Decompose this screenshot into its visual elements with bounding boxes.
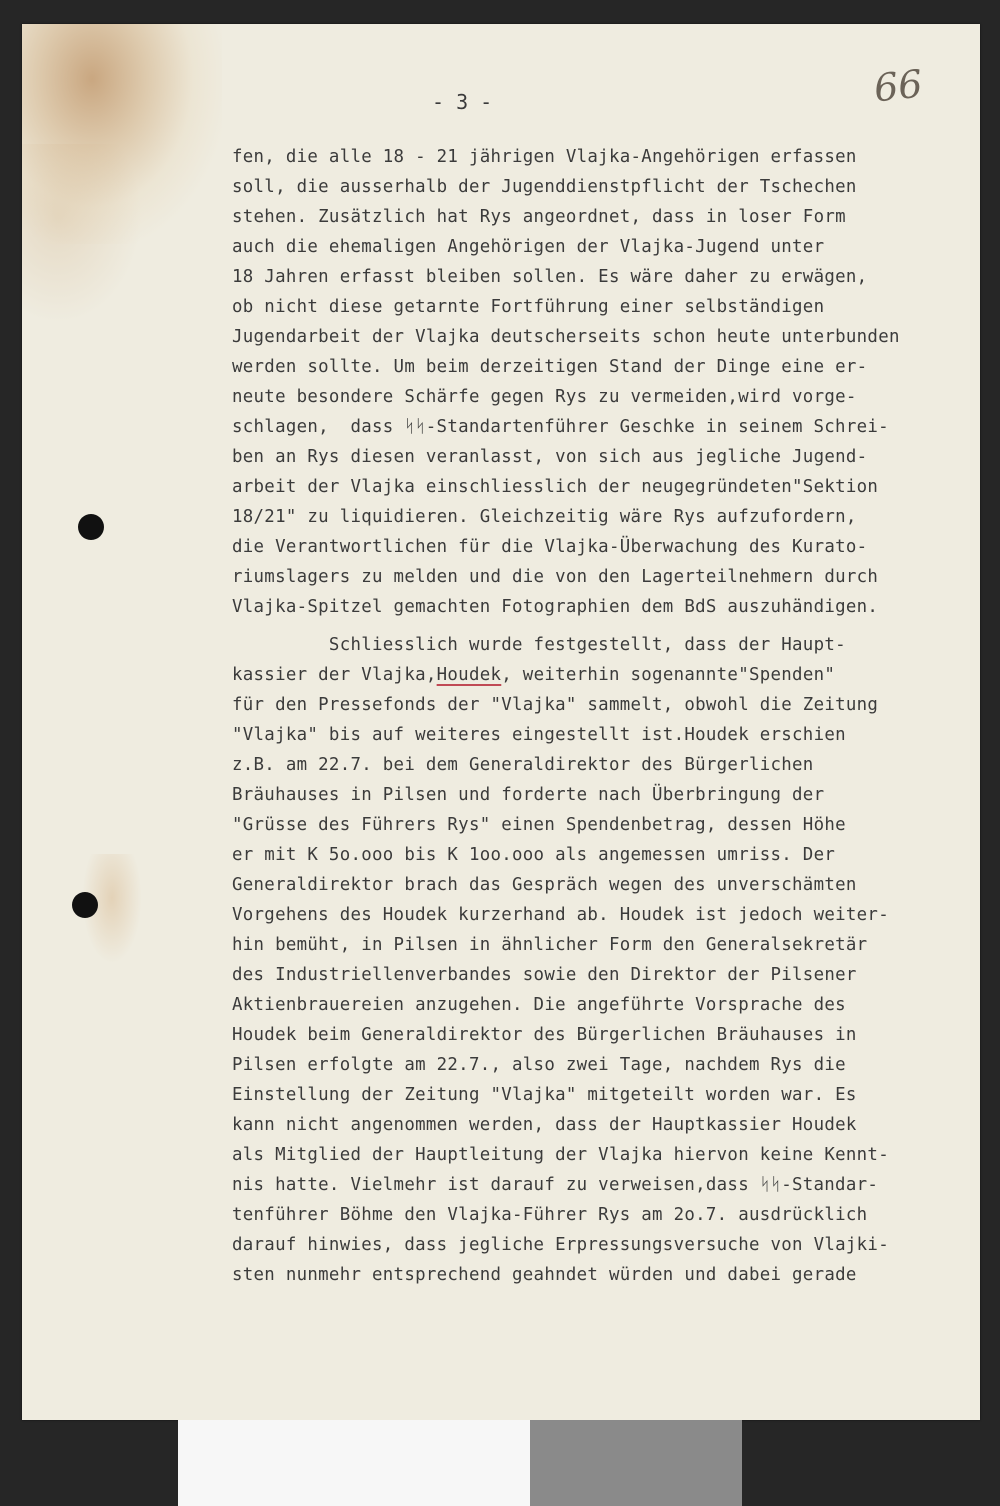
text-line: z.B. am 22.7. bei dem Generaldirektor des Bürgerlichen: [232, 755, 814, 775]
text-line: Houdek beim Generaldirektor des Bürgerlichen Bräuhauses in: [232, 1025, 857, 1045]
text-line: neute besondere Schärfe gegen Rys zu vermeiden,wird vorge-: [232, 387, 857, 407]
text-line: kann nicht angenommen werden, dass der Hauptkassier Houdek: [232, 1115, 857, 1135]
text-line: riumslagers zu melden und die von den Lagerteilnehmern durch: [232, 567, 879, 587]
punch-hole: [72, 892, 98, 918]
text-line: Einstellung der Zeitung "Vlajka" mitgeteilt worden war. Es: [232, 1085, 857, 1105]
text-line: tenführer Böhme den Vlajka-Führer Rys am 2o.7. ausdrücklich: [232, 1205, 868, 1225]
text-line: fen, die alle 18 - 21 jährigen Vlajka-Angehörigen erfassen: [232, 147, 857, 167]
text-line: Vorgehens des Houdek kurzerhand ab. Houdek ist jedoch weiter-: [232, 905, 889, 925]
text-line: sten nunmehr entsprechend geahndet würden und dabei gerade: [232, 1265, 857, 1285]
text-line: als Mitglied der Hauptleitung der Vlajka hiervon keine Kennt-: [232, 1145, 889, 1165]
text-line: "Grüsse des Führers Rys" einen Spendenbetrag, dessen Höhe: [232, 815, 846, 835]
text-line: kassier der Vlajka,Houdek, weiterhin sogenannte"Spenden": [232, 665, 836, 685]
text-line: Generaldirektor brach das Gespräch wegen des unverschämten: [232, 875, 857, 895]
text-line: Bräuhauses in Pilsen und forderte nach Überbringung der: [232, 785, 825, 805]
text-line: er mit K 5o.ooo bis K 1oo.ooo als angemessen umriss. Der: [232, 845, 836, 865]
text-line: Vlajka-Spitzel gemachten Fotographien dem BdS auszuhändigen.: [232, 597, 879, 617]
underlined-name: Houdek: [436, 665, 502, 685]
scan-calibration-card: [530, 1420, 742, 1506]
paragraph: [232, 142, 977, 622]
text-line: werden sollte. Um beim derzeitigen Stand der Dinge eine er-: [232, 357, 868, 377]
document-page: [22, 24, 980, 1420]
document-body: [232, 142, 977, 1290]
text-line: Pilsen erfolgte am 22.7., also zwei Tage, nachdem Rys die: [232, 1055, 846, 1075]
text-line: soll, die ausserhalb der Jugenddienstpflicht der Tschechen: [232, 177, 857, 197]
text-line: hin bemüht, in Pilsen in ähnlicher Form den Generalsekretär: [232, 935, 868, 955]
text-line: für den Pressefonds der "Vlajka" sammelt, obwohl die Zeitung: [232, 695, 879, 715]
text-line: arbeit der Vlajka einschliesslich der neugegründeten"Sektion: [232, 477, 879, 497]
text-line: ob nicht diese getarnte Fortführung einer selbständigen: [232, 297, 825, 317]
text-line: des Industriellenverbandes sowie den Direktor der Pilsener: [232, 965, 857, 985]
page-number: - 3 -: [432, 90, 493, 114]
text-line: nis hatte. Vielmehr ist darauf zu verweisen,dass ᛋᛋ-Standar-: [232, 1175, 879, 1195]
water-stain: [22, 144, 142, 324]
text-line: auch die ehemaligen Angehörigen der Vlajka-Jugend unter: [232, 237, 825, 257]
text-line: 18 Jahren erfasst bleiben sollen. Es wäre daher zu erwägen,: [232, 267, 868, 287]
text-line: darauf hinwies, dass jegliche Erpressungsversuche von Vlajki-: [232, 1235, 889, 1255]
text-line: ben an Rys diesen veranlasst, von sich aus jegliche Jugend-: [232, 447, 868, 467]
text-line: Schliesslich wurde festgestellt, dass der Haupt-: [232, 635, 846, 655]
paragraph: [232, 630, 977, 1290]
text-line: "Vlajka" bis auf weiteres eingestellt ist.Houdek erschien: [232, 725, 846, 745]
punch-hole: [78, 514, 104, 540]
handwritten-folio-number: 66: [871, 61, 925, 111]
scan-calibration-card: [178, 1420, 530, 1506]
text-line: 18/21" zu liquidieren. Gleichzeitig wäre Rys aufzufordern,: [232, 507, 857, 527]
text-line: schlagen, dass ᛋᛋ-Standartenführer Geschke in seinem Schrei-: [232, 417, 889, 437]
text-line: Aktienbrauereien anzugehen. Die angeführte Vorsprache des: [232, 995, 846, 1015]
text-line: stehen. Zusätzlich hat Rys angeordnet, dass in loser Form: [232, 207, 846, 227]
text-line: die Verantwortlichen für die Vlajka-Überwachung des Kurato-: [232, 537, 868, 557]
text-line: Jugendarbeit der Vlajka deutscherseits schon heute unterbunden: [232, 327, 900, 347]
